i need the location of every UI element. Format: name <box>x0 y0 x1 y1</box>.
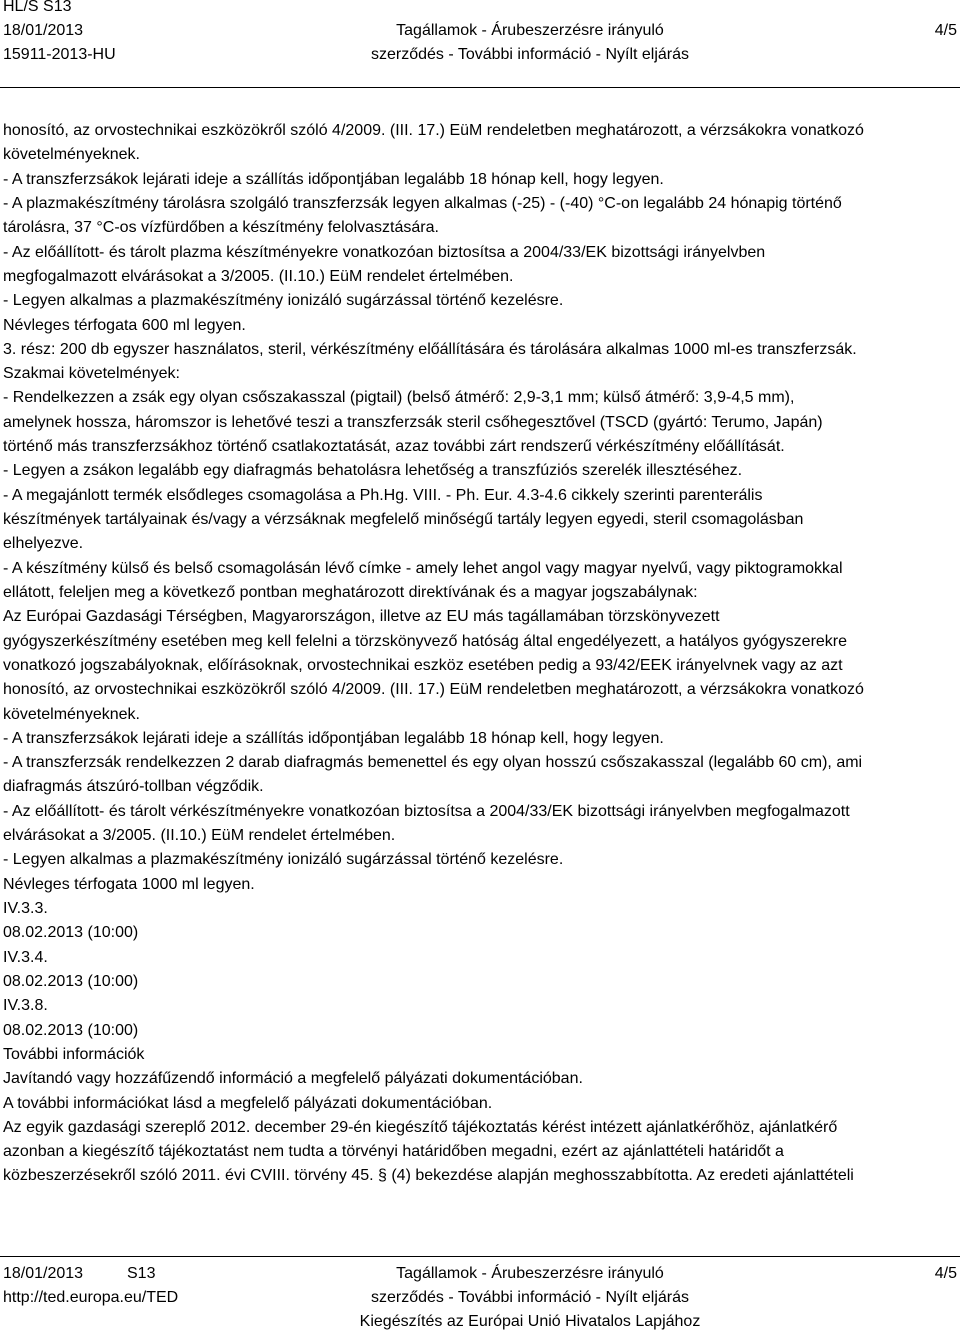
text-line: IV.3.4. <box>3 948 48 966</box>
text-line: honosító, az orvostechnikai eszközökről szóló 4/2009. (III. 17.) EüM rendeletben meghatározott, a vérzsákokra vonatkozó <box>3 122 864 139</box>
text-line: - A transzferzsákok lejárati ideje a szállítás időpontjában legalább 18 hónap kell, hogy legyen. <box>3 729 664 747</box>
header-rule <box>0 87 960 88</box>
header-title <box>280 19 780 67</box>
footer-rule <box>0 1256 960 1257</box>
text-line: honosító, az orvostechnikai eszközökről szóló 4/2009. (III. 17.) EüM rendeletben meghatározott, a vérzsákokra vonatkozó <box>3 681 864 699</box>
text-line: ellátott, feleljen meg a következő pontban meghatározott direktívának és a magyar jogszabálynak: <box>3 583 698 601</box>
text-line: 08.02.2013 (10:00) <box>3 924 139 942</box>
text-line: készítmények tartályainak és/vagy a vérzsáknak megfelelő minőségű tartály legyen egyedi, steril csomagolásban <box>3 511 804 528</box>
text-line: Javítandó vagy hozzáfűzendő információ a megfelelő pályázati dokumentációban. <box>3 1070 583 1088</box>
text-line: - A transzferzsákok lejárati ideje a szállítás időpontjában legalább 18 hónap kell, hogy legyen. <box>3 170 664 188</box>
header-title-line1: Tagállamok - Árubeszerzésre irányuló <box>396 22 664 39</box>
text-line: IV.3.3. <box>3 900 48 917</box>
text-line: - Az előállított- és tárolt plazma készítményekre vonatkozóan biztosítsa a 2004/33/EK bizottsági irányelvben <box>3 243 766 261</box>
footer-title-line2: szerződés - További információ - Nyílt eljárás <box>370 1289 690 1306</box>
footer-title <box>280 1262 780 1334</box>
doc-code: HL/S S13 <box>3 0 72 15</box>
page-header <box>0 0 960 78</box>
text-line: tárolásra, 37 °C-os vízfürdőben a készítmény felolvasztására. <box>3 219 439 237</box>
text-line: történő más transzferzsákhoz történő csatlakoztatását, azaz további zárt rendszerű vérkészítmény előállítását. <box>3 438 785 456</box>
text-line: Az egyik gazdasági szereplő 2012. december 29-én kiegészítő tájékoztatás kérést intézett ajánlatkérőhöz, ajánlatkérő <box>3 1118 838 1136</box>
text-line: amelynek hossza, háromszor is lehetővé teszi a transzferzsák steril csőhegesztővel (TSCD (gyártó: Terumo, Japán) <box>3 413 823 431</box>
text-line: azonban a kiegészítő tájékoztatást nem tudta a törvényi határidőben megadni, ezért az ajánlattételi határidőt a <box>3 1143 784 1161</box>
text-line: követelményeknek. <box>3 146 140 164</box>
text-line: - A plazmakészítmény tárolásra szolgáló transzferzsák legyen alkalmas (-25) - (-40) °C-on legalább 24 hónapig történő <box>3 194 842 212</box>
header-left <box>3 0 116 67</box>
text-line: 08.02.2013 (10:00) <box>3 972 139 990</box>
text-line: IV.3.8. <box>3 997 48 1015</box>
text-line: Az Európai Gazdasági Térségben, Magyarországon, illetve az EU más tagállamában törzskönyvezett <box>3 608 720 626</box>
text-line: 08.02.2013 (10:00) <box>3 1021 139 1039</box>
text-line: További információk <box>3 1045 145 1063</box>
notice-id: 15911-2013-HU <box>3 46 116 63</box>
text-line: követelményeknek. <box>3 705 140 723</box>
text-line: elhelyezve. <box>3 535 84 553</box>
text-line: - A megajánlott termék elsődleges csomagolása a Ph.Hg. VIII. - Ph. Eur. 4.3-4.6 cikkely szerinti parenterális <box>3 486 763 504</box>
text-line: megfogalmazott elvárásokat a 3/2005. (II.10.) EüM rendelet értelmében. <box>3 267 514 285</box>
text-line: Névleges térfogata 1000 ml legyen. <box>3 875 255 893</box>
text-line: - A készítmény külső és belső csomagolásán lévő címke - amely lehet angol vagy magyar nyelvű, vagy piktogramokkal <box>3 559 843 577</box>
text-line: elvárásokat a 3/2005. (II.10.) EüM rendelet értelmében. <box>3 827 396 845</box>
text-line: - A transzferzsák rendelkezzen 2 darab diafragmás bemenettel és egy olyan hosszú csőszakasszal (legalább 60 cm), ami <box>3 754 863 772</box>
document-body <box>3 119 955 1189</box>
text-line: A további információkat lásd a megfelelő pályázati dokumentációban. <box>3 1094 493 1112</box>
text-line: - Az előállított- és tárolt vérkészítményekre vonatkozóan biztosítsa a 2004/33/EK bizottsági irányelvben megfogalmazott <box>3 802 850 820</box>
header-title-line2: szerződés - További információ - Nyílt eljárás <box>370 46 690 63</box>
text-line: vonatkozó jogszabályoknak, előírásoknak, orvostechnikai eszköz esetében pedig a 93/42/EEK irányelvnek vagy az azt <box>3 656 843 674</box>
text-line: 3. rész: 200 db egyszer használatos, steril, vérkészítmény előállítására és tárolására alkalmas 1000 ml-es transzferzsák. <box>3 340 857 358</box>
text-line: Szakmai követelmények: <box>3 365 180 383</box>
footer-series: S13 <box>127 1265 156 1282</box>
header-page-number: 4/5 <box>934 22 957 39</box>
text-line: - Rendelkezzen a zsák egy olyan csőszakasszal (pigtail) (belső átmérő: 2,9-3,1 mm; külső átmérő: 3,9-4,5 mm), <box>3 389 795 407</box>
text-line: Névleges térfogata 600 ml legyen. <box>3 316 246 334</box>
footer-date: 18/01/2013 <box>3 1265 84 1282</box>
text-line: - Legyen alkalmas a plazmakészítmény ionizáló sugárzással történő kezelésre. <box>3 851 564 869</box>
footer-page-number: 4/5 <box>934 1265 957 1282</box>
page-footer <box>0 1262 960 1334</box>
footer-url: http://ted.europa.eu/TED <box>3 1289 179 1306</box>
text-line: gyógyszerkészítmény esetében meg kell felelni a törzskönyvező hatóság által engedélyezett, a hatályos gyógyszerekre <box>3 632 848 650</box>
header-date: 18/01/2013 <box>3 22 84 39</box>
text-line: diafragmás átszúró-tollban végződik. <box>3 778 264 796</box>
footer-title-line1: Tagállamok - Árubeszerzésre irányuló <box>396 1265 664 1282</box>
footer-title-line3: Kiegészítés az Európai Unió Hivatalos Lapjához <box>359 1313 701 1330</box>
text-line: - Legyen alkalmas a plazmakészítmény ionizáló sugárzással történő kezelésre. <box>3 292 564 310</box>
text-line: - Legyen a zsákon legalább egy diafragmás behatolásra lehetőség a transzfúziós szerelék illesztéséhez. <box>3 462 743 480</box>
text-line: közbeszerzésekről szóló 2011. évi CVIII. törvény 45. § (4) bekezdése alapján meghosszabbította. Az eredeti ajánlattételi <box>3 1167 854 1185</box>
